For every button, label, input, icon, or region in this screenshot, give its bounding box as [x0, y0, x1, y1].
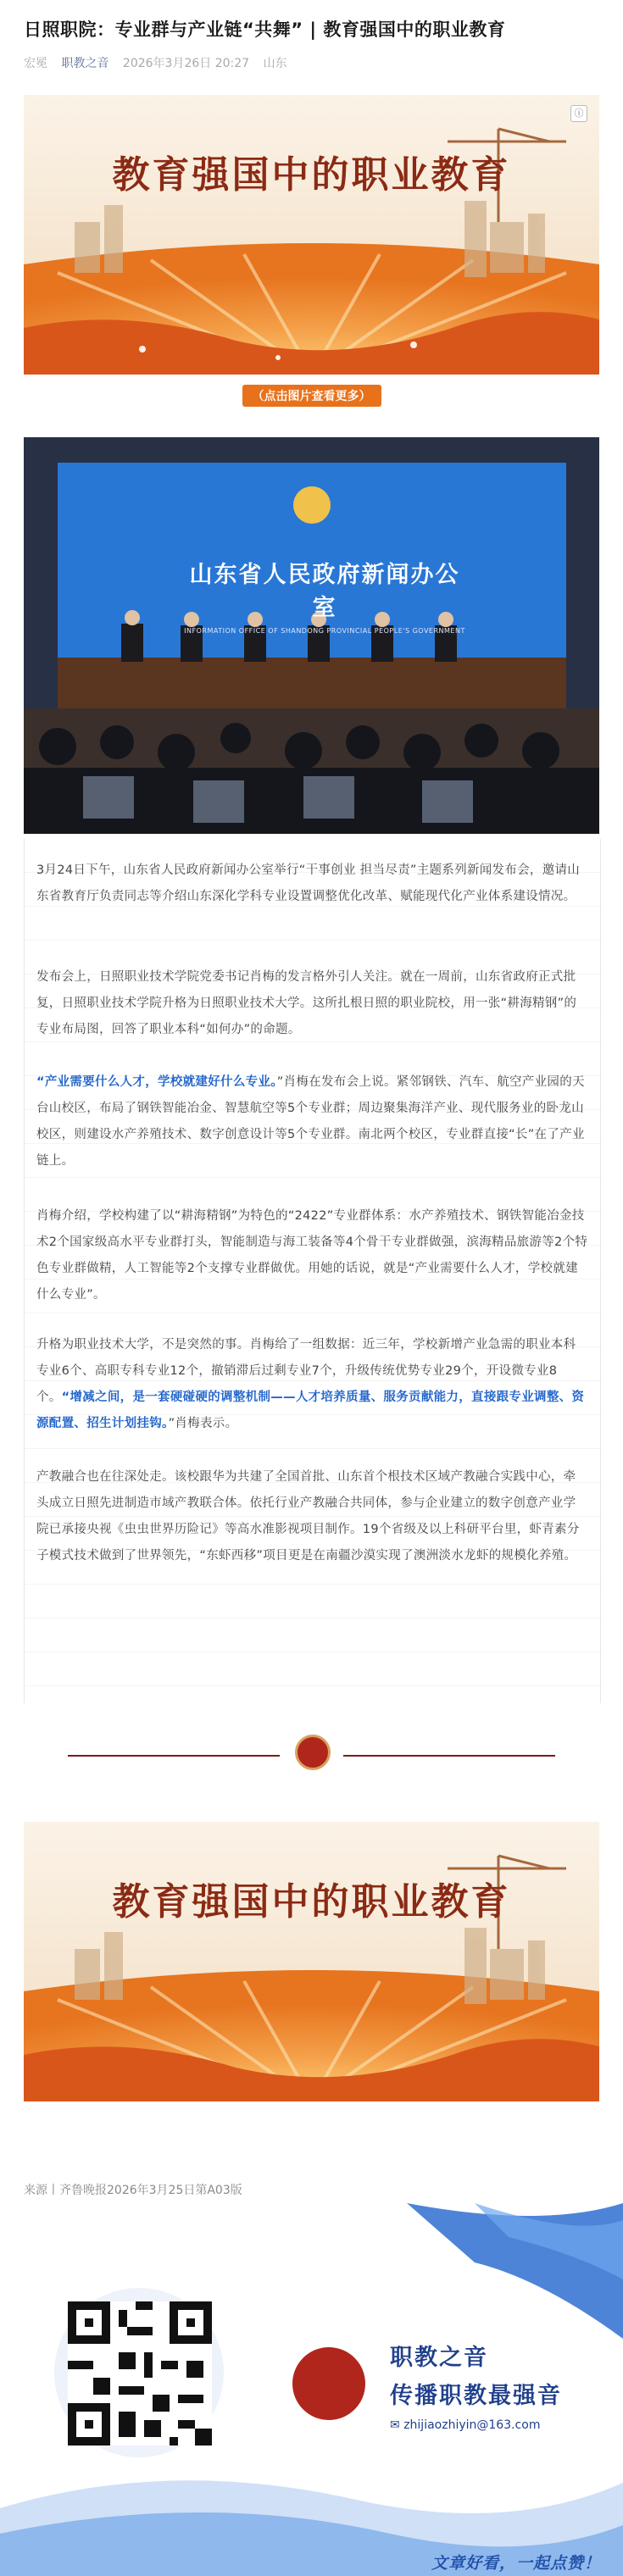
divider-line-right [343, 1755, 555, 1757]
paragraph-5-highlight: “增减之间，是一套硬碰硬的调整机制——人才培养质量、服务贡献能力，直接跟专业调整、资源配置、招生计划挂钩。 [36, 1391, 585, 1430]
article-body [24, 839, 601, 1703]
banner-2-title: 教育强国中的职业教育 [112, 1880, 511, 1924]
account-link[interactable]: 职教之音 [61, 57, 109, 70]
banner-image[interactable] [24, 95, 599, 375]
info-icon[interactable]: ⓘ [570, 105, 587, 122]
brand-logo-icon [292, 2347, 365, 2420]
article-meta [24, 54, 298, 71]
brand-name: 职教之音 [390, 2345, 488, 2371]
paragraph-6: 产教融合也在往深处走。该校跟华为共建了全国首批、山东首个根技术区域产教融合实践中心，牵头成立日照先进制造市域产教联合体。依托行业产教融合共同体，参与企业建立的数字创意产业学院已承接央视《虫虫世界历险记》等高水准影视项目制作。19个省级及以上科研平台里，虾青素分子模式技术做到了世界领先，“东虾西移”项目更是在南疆沙漠实现了澳洲淡水龙虾的规模化养殖。 [36, 1470, 580, 1563]
press-conference-photo[interactable] [24, 437, 599, 834]
banner-2-background [24, 1822, 599, 2101]
paragraph-3 [36, 1069, 588, 1174]
paragraph-3-text: ”肖梅在发布会上说。紧邻钢铁、汽车、航空产业园的天台山校区，布局了钢铁智能冶金、智慧航空等5个专业群；周边聚集海洋产业、现代服务业的卧龙山校区，则建设水产养殖技术、数字创意设计等5个专业群。南北两个校区，专业群直接“长”在了产业链上。 [36, 1075, 585, 1168]
email-text: zhijiaozhiyin@163.com [403, 2418, 541, 2432]
photo-backdrop-text [181, 556, 469, 635]
photo-scene [24, 437, 599, 834]
paragraph-2: 发布会上，日照职业技术学院党委书记肖梅的发言格外引人关注。就在一周前，山东省政府正式批复，日照职业技术学院升格为日照职业技术大学。这所扎根日照的职业院校，用一张“耕海精钢”的专业布局图，回答了职业本科“如何办”的命题。 [36, 970, 577, 1036]
backdrop-subtitle: INFORMATION OFFICE OF SHANDONG PROVINCIAL PEOPLE'S GOVERNMENT [184, 627, 465, 635]
paragraph-4: 肖梅介绍，学校构建了以“耕海精钢”为特色的“2422”专业群体系：水产养殖技术、钢铁智能冶金技术2个国家级高水平专业群打头，智能制造与海工装备等4个骨干专业群做强，滨海精品旅游等2个特色专业群做精，人工智能等2个支撑专业群做优。用她的话说，就是“产业需要什么人才，学校就建什么专业”。 [36, 1209, 588, 1302]
paragraph-5 [36, 1332, 588, 1437]
author-name: 宏冕 [24, 57, 47, 70]
paragraph-5-text: 升格为职业技术大学，不是突然的事。肖梅给了一组数据：近三年，学校新增产业急需的职业本科专业6个、高职专科专业12个，撤销滞后过剩专业7个，升级传统优势专业29个，开设微专业8个。 [36, 1338, 576, 1404]
click-more-label: （点击图片查看更多） [242, 385, 381, 407]
seal-icon [295, 1735, 331, 1770]
source-note: 来源丨齐鲁晚报2026年3月25日第A03版 [24, 2184, 242, 2197]
banner-background [24, 95, 599, 375]
banner-title: 教育强国中的职业教育 [112, 153, 511, 197]
banner-image-2[interactable] [24, 1822, 599, 2101]
paragraph-1: 3月24日下午，山东省人民政府新闻办公室举行“干事创业 担当尽责”主题系列新闻发布会，邀请山东省教育厅负责同志等介绍山东深化学科专业设置调整优化改革、赋能现代化产业体系建设情况。 [36, 863, 581, 903]
publish-time: 2026年3月26日 20:27 [122, 57, 250, 70]
section-divider [68, 1735, 555, 1777]
like-slogan: 文章好看，一起点赞！ [431, 2554, 601, 2573]
page-title: 日照职院：专业群与产业链“共舞” | 教育强国中的职业教育 [24, 19, 506, 40]
divider-line-left [68, 1755, 280, 1757]
backdrop-title: 山东省人民政府新闻办公室 [189, 562, 460, 621]
click-more-caption[interactable] [0, 385, 623, 407]
paragraph-3-highlight: “产业需要什么人才，学校就建好什么专业。 [36, 1075, 277, 1089]
publish-location: 山东 [263, 57, 287, 70]
brand-block [390, 2339, 562, 2432]
paragraph-5-tail: ”肖梅表示。 [168, 1417, 238, 1430]
brand-slogan: 传播职教最强音 [390, 2383, 562, 2409]
qr-code[interactable] [68, 2301, 212, 2446]
brand-email: ✉ zhijiaozhiyin@163.com [390, 2418, 541, 2432]
